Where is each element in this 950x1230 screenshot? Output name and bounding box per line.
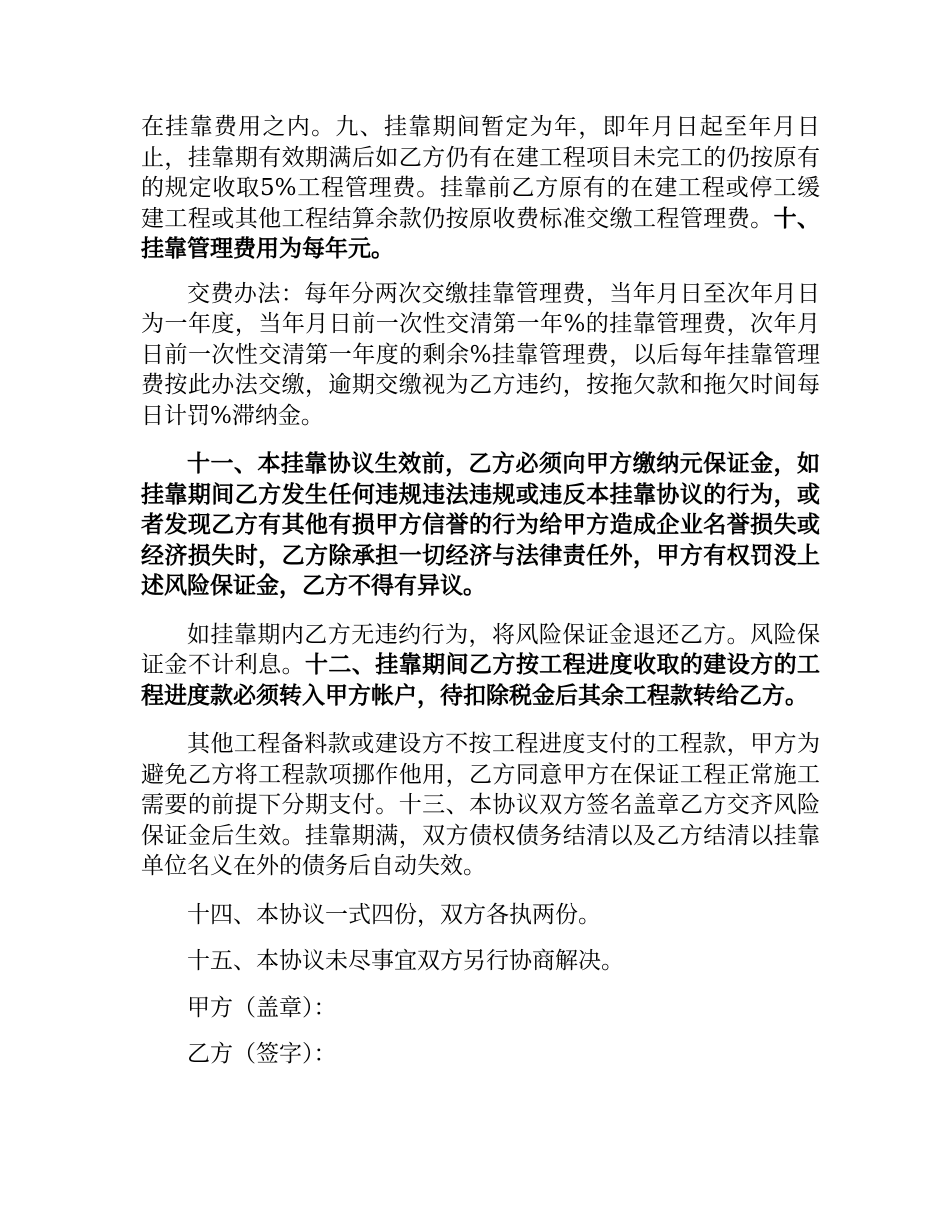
paragraph-clause-13: [141, 729, 820, 882]
party-a-label: 甲方（盖章）：: [187, 994, 337, 1021]
clause-12-text: 十二、挂靠期间乙方按工程进度收取的建设方的工程进度款必须转入甲方帐户，待扣除税金后其余工程款转给乙方。: [141, 651, 821, 709]
party-b-signature-line: [141, 1039, 820, 1070]
paragraph-payment-method: [141, 279, 820, 432]
paragraph-clause-12: [141, 620, 820, 712]
paragraph-clause-11: [141, 449, 820, 602]
clause-14-text: 十四、本协议一式四份，双方各执两份。: [187, 901, 601, 928]
clause-10-heading: 十、挂靠管理费用为每年元。: [141, 204, 821, 262]
party-b-label: 乙方（签字）：: [187, 1041, 337, 1067]
clause-9-text: 在挂靠费用之内。九、挂靠期间暂定为年，即年月日起至年月日止，挂靠期有效期满后如乙方仍有在建工程项目未完工的仍按原有的规定收取5%工程管理费。挂靠前乙方原有的在建工程或停工缓建工程或其他工程结算余款仍按原收费标准交缴工程管理费。: [141, 114, 820, 232]
party-a-signature-line: [141, 993, 820, 1024]
clause-13-text: 其他工程备料款或建设方不按工程进度支付的工程款，甲方为避免乙方将工程款项挪作他用，乙方同意甲方在保证工程正常施工需要的前提下分期支付。十三、本协议双方签名盖章乙方交齐风险保证金后生效。挂靠期满，双方债权债务结清以及乙方结清以挂靠单位名义在外的债务后自动失效。: [141, 731, 820, 879]
paragraph-clause-9-10: [141, 112, 820, 265]
paragraph-clause-15: [141, 946, 820, 977]
clause-11-text: 十一、本挂靠协议生效前，乙方必须向甲方缴纳元保证金，如挂靠期间乙方发生任何违规违法违规或违反本挂靠协议的行为，或者发现乙方有其他有损甲方信誉的行为给甲方造成企业名誉损失或经济损失时，乙方除承担一切经济与法律责任外，甲方有权罚没上述风险保证金，乙方不得有异议。: [141, 450, 820, 599]
payment-method-text: 交费办法：每年分两次交缴挂靠管理费，当年月日至次年月日为一年度，当年月日前一次性交清第一年%的挂靠管理费，次年月日前一次性交清第一年度的剩余%挂靠管理费，以后每年挂靠管理费按此办法交缴，逾期交缴视为乙方违约，按拖欠款和拖欠时间每日计罚%滞纳金。: [141, 280, 820, 429]
paragraph-clause-14: [141, 900, 820, 931]
deposit-refund-text: 如挂靠期内乙方无违约行为，将风险保证金退还乙方。风险保证金不计利息。: [141, 621, 820, 678]
clause-15-text: 十五、本协议未尽事宜双方另行协商解决。: [187, 948, 624, 974]
